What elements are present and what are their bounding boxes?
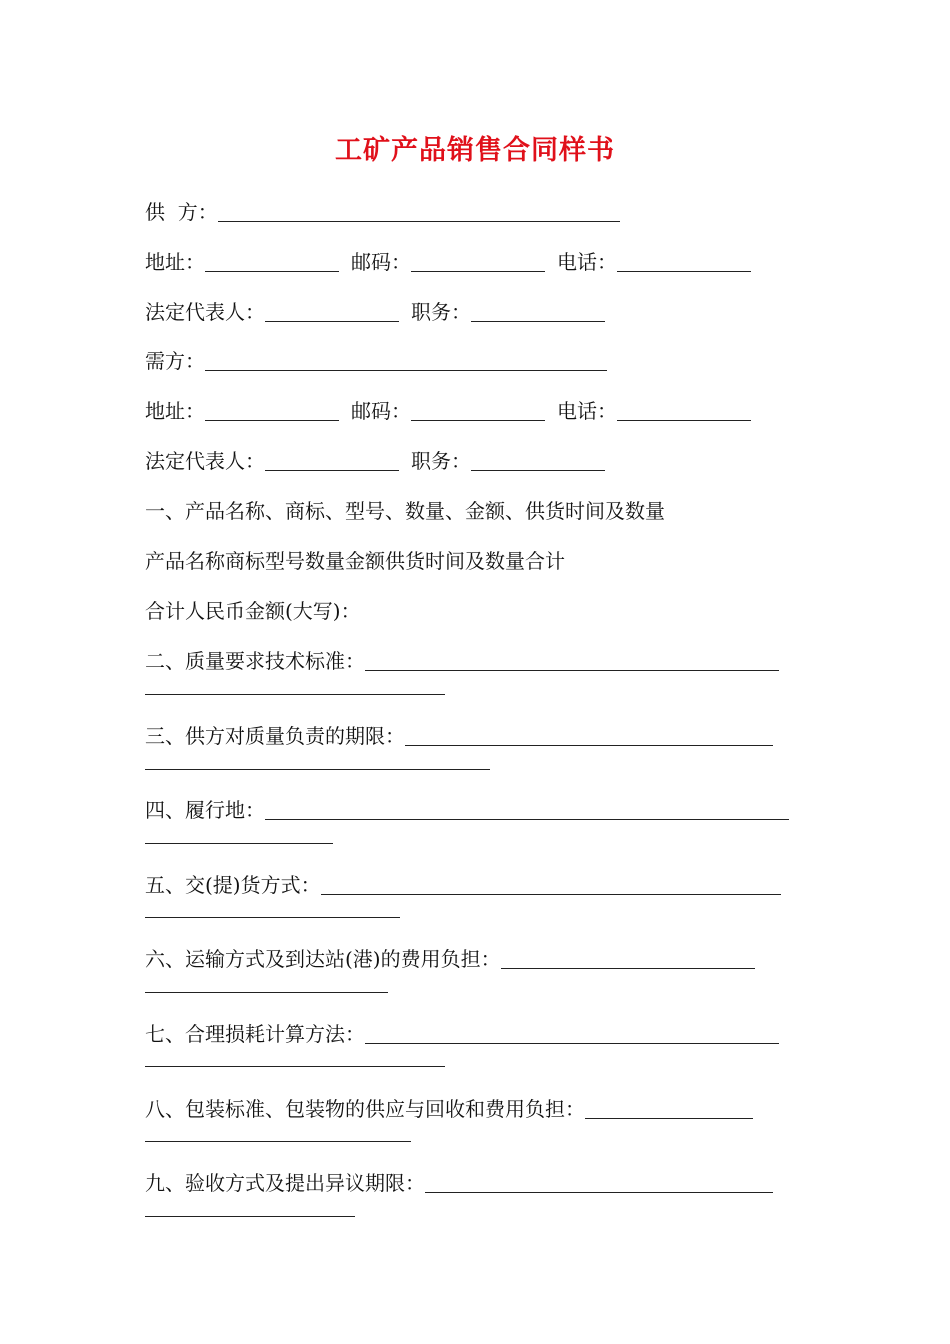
clause-label: 二、质量要求技术标准： xyxy=(145,649,365,673)
supplier-rep-line xyxy=(145,298,605,326)
supplier-position-label: 职务： xyxy=(411,300,471,324)
clause-blank[interactable] xyxy=(365,1023,779,1044)
buyer-line xyxy=(145,347,607,375)
supplier-legal-rep-blank[interactable] xyxy=(265,301,399,322)
clause-continuation-blank[interactable] xyxy=(145,992,388,993)
supplier-postcode-label: 邮码： xyxy=(351,250,411,274)
document-title: 工矿产品销售合同样书 xyxy=(335,135,615,166)
buyer-contact-line xyxy=(145,397,751,425)
buyer-phone-label: 电话： xyxy=(557,399,617,423)
clause-blank[interactable] xyxy=(425,1172,773,1193)
buyer-phone-blank[interactable] xyxy=(617,400,751,421)
supplier-address-label: 地址： xyxy=(145,250,205,274)
clause-blank[interactable] xyxy=(501,948,755,969)
clause-label: 五、交(提)货方式： xyxy=(145,873,321,897)
clause-continuation-blank[interactable] xyxy=(145,694,445,695)
supplier-address-blank[interactable] xyxy=(205,251,339,272)
clause-continuation-blank[interactable] xyxy=(145,1066,445,1067)
clause-continuation-blank[interactable] xyxy=(145,917,400,918)
clause-blank[interactable] xyxy=(265,799,789,820)
clause-continuation-blank[interactable] xyxy=(145,1216,355,1217)
buyer-rep-line xyxy=(145,447,605,475)
supplier-postcode-blank[interactable] xyxy=(411,251,545,272)
supplier-label: 供 方： xyxy=(145,200,218,224)
supplier-phone-blank[interactable] xyxy=(617,251,751,272)
clause-label: 六、运输方式及到达站(港)的费用负担： xyxy=(145,947,501,971)
buyer-postcode-label: 邮码： xyxy=(351,399,411,423)
clause-blank[interactable] xyxy=(321,874,781,895)
buyer-address-label: 地址： xyxy=(145,399,205,423)
supplier-position-blank[interactable] xyxy=(471,301,605,322)
section1-heading: 一、产品名称、商标、型号、数量、金额、供货时间及数量 xyxy=(145,499,665,523)
supplier-contact-line xyxy=(145,248,751,276)
total-amount-label: 合计人民币金额(大写)： xyxy=(145,599,361,623)
supplier-line xyxy=(145,198,620,226)
clause-label: 八、包装标准、包装物的供应与回收和费用负担： xyxy=(145,1097,585,1121)
supplier-name-blank[interactable] xyxy=(218,201,620,222)
clause-acceptance xyxy=(145,1169,773,1197)
product-table-header: 产品名称商标型号数量金额供货时间及数量合计 xyxy=(145,549,565,573)
supplier-legal-rep-label: 法定代表人： xyxy=(145,300,265,324)
clause-packaging xyxy=(145,1095,753,1123)
clause-blank[interactable] xyxy=(585,1098,753,1119)
clause-delivery-method xyxy=(145,871,781,899)
clause-loss-calculation xyxy=(145,1020,779,1048)
clause-quality-standard xyxy=(145,647,779,675)
clause-continuation-blank[interactable] xyxy=(145,843,333,844)
buyer-postcode-blank[interactable] xyxy=(411,400,545,421)
supplier-phone-label: 电话： xyxy=(557,250,617,274)
buyer-legal-rep-label: 法定代表人： xyxy=(145,449,265,473)
buyer-position-blank[interactable] xyxy=(471,450,605,471)
buyer-legal-rep-blank[interactable] xyxy=(265,450,399,471)
clause-label: 三、供方对质量负责的期限： xyxy=(145,724,405,748)
clause-blank[interactable] xyxy=(365,650,779,671)
clause-label: 四、履行地： xyxy=(145,798,265,822)
buyer-name-blank[interactable] xyxy=(205,350,607,371)
clause-continuation-blank[interactable] xyxy=(145,1141,411,1142)
clause-label: 七、合理损耗计算方法： xyxy=(145,1022,365,1046)
clause-continuation-blank[interactable] xyxy=(145,769,490,770)
buyer-label: 需方： xyxy=(145,349,205,373)
clause-transport-cost xyxy=(145,945,755,973)
clause-label: 九、验收方式及提出异议期限： xyxy=(145,1171,425,1195)
buyer-address-blank[interactable] xyxy=(205,400,339,421)
clause-performance-place xyxy=(145,796,789,824)
clause-quality-period xyxy=(145,722,773,750)
buyer-position-label: 职务： xyxy=(411,449,471,473)
clause-blank[interactable] xyxy=(405,725,773,746)
